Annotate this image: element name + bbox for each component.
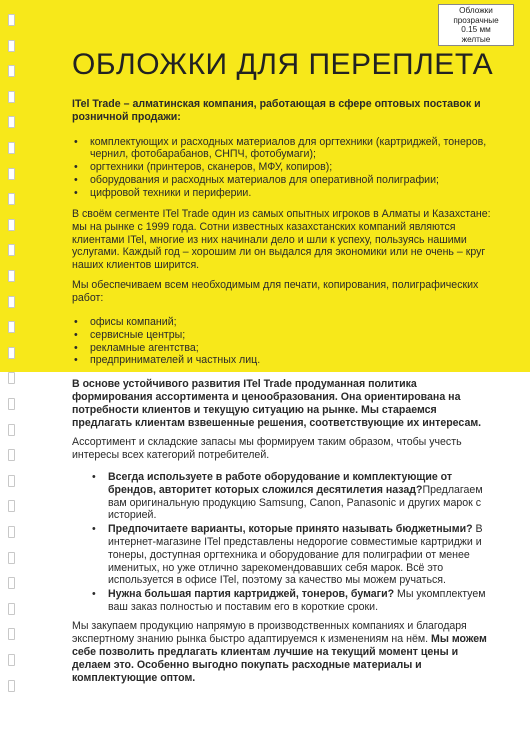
- segment-paragraph: В своём сегменте ITel Trade один из самых опытных игроков в Алматы и Казахстане: мы на рынке с 1999 года. Сотни известных казахстанских компаний являются клиентами ITel, многие из них начинали дело и шли к успеху, пользуясь нашими услугами. Каждый год – хорошим ли он выдался для экономики или не очень – круг наших клиентов ширится.: [72, 208, 491, 272]
- list-item: • цифровой техники и периферии.: [72, 187, 492, 200]
- binding-hole: [8, 270, 15, 282]
- feature-question: Предпочитаете варианты, которые принято называть бюджетными?: [108, 523, 473, 536]
- binding-hole: [8, 424, 15, 436]
- closing-text: Мы закупаем продукцию напрямую в производственных компаниях и благодаря экспертному знанию рынка быстро адаптируемся к изменениям на нём.: [72, 620, 467, 645]
- binding-hole: [8, 398, 15, 410]
- binding-hole: [8, 296, 15, 308]
- intro-list: [72, 136, 492, 200]
- binding-hole: [8, 372, 15, 384]
- binding-hole: [8, 168, 15, 180]
- binding-hole: [8, 680, 15, 692]
- binding-hole: [8, 449, 15, 461]
- binding-hole: [8, 526, 15, 538]
- intro-section: [72, 98, 492, 200]
- binding-hole: [8, 40, 15, 52]
- assortment-paragraph: Ассортимент и складские запасы мы формируем таким образом, чтобы учесть интересы всех категорий потребителей.: [72, 436, 462, 461]
- feature-answer: Мы укомплектуем ваш заказ полностью и поставим его в короткие сроки.: [108, 588, 486, 613]
- binding-hole: [8, 603, 15, 615]
- provide-list: [72, 316, 492, 367]
- product-label: [438, 4, 514, 46]
- list-item: [90, 523, 490, 587]
- list-item: • сервисные центры;: [72, 329, 492, 342]
- feature-question: Нужна большая партия картриджей, тонеров, бумаги?: [108, 588, 395, 601]
- page-title: ОБЛОЖКИ ДЛЯ ПЕРЕПЛЕТА: [72, 48, 494, 81]
- binding-hole: [8, 14, 15, 26]
- binding-hole: [8, 347, 15, 359]
- binding-hole: [8, 321, 15, 333]
- list-item: [90, 471, 490, 522]
- list-item: • предпринимателей и частных лиц.: [72, 354, 492, 367]
- binding-hole: [8, 475, 15, 487]
- features-list: [90, 471, 490, 614]
- binding-hole: [8, 65, 15, 77]
- provide-paragraph: Мы обеспечиваем всем необходимым для печати, копирования, полиграфических работ:: [72, 279, 479, 304]
- binding-hole: [8, 654, 15, 666]
- list-item: [90, 588, 490, 614]
- list-item: • комплектующих и расходных материалов для оргтехники (картриджей, тонеров, чернил, фотобарабанов, СНПЧ, фотобумаги);: [72, 136, 492, 162]
- list-item: • оргтехники (принтеров, сканеров, МФУ, копиров);: [72, 161, 492, 174]
- binding-hole: [8, 628, 15, 640]
- product-label-line: желтые: [461, 34, 491, 44]
- binding-hole: [8, 91, 15, 103]
- intro-paragraph: ITel Trade – алматинская компания, работающая в сфере оптовых поставок и розничной продажи:: [72, 98, 481, 123]
- binding-hole: [8, 500, 15, 512]
- binding-hole: [8, 142, 15, 154]
- closing-paragraph: [72, 620, 492, 685]
- binding-hole: [8, 219, 15, 231]
- binding-hole: [8, 552, 15, 564]
- product-label-line: 0.15 мм: [461, 25, 491, 35]
- feature-answer: В интернет-магазине ITel представлены недорогие совместимые картриджи и тонеры, доступная оргтехника и оборудование для полиграфии от менее именитых, но уже отлично зарекомендовавших себя марок. Всё это используется в офисе ITel, поэтому за качество мы можем ручаться.: [108, 523, 483, 587]
- feature-question: Всегда используете в работе оборудование и комплектующие от брендов, авторитет которых сложился десятилетия назад?: [108, 471, 453, 496]
- binding-hole: [8, 577, 15, 589]
- feature-answer: Предлагаем вам оригинальную продукцию Samsung, Canon, Panasonic и других марок с историей.: [108, 483, 483, 522]
- binding-hole: [8, 193, 15, 205]
- binding-holes: [8, 14, 16, 714]
- binding-hole: [8, 244, 15, 256]
- list-item: • офисы компаний;: [72, 316, 492, 329]
- policy-paragraph: В основе устойчивого развития ITel Trade продуманная политика формирования ассортимента и ценообразования. Она ориентирована на потребности клиентов и текущую ситуацию на рынке. Мы стараемся предлагать клиентам взвешенные решения, соответствующие их интересам.: [72, 378, 482, 429]
- binding-hole: [8, 116, 15, 128]
- closing-bold-text: Мы можем себе позволить предлагать клиентам лучшие на текущий момент цены и делаем это. Особенно выгодно покупать расходные материалы и комплектующие оптом.: [72, 633, 487, 684]
- product-label-line: прозрачные: [453, 15, 499, 25]
- product-label-line: Обложки: [459, 6, 493, 15]
- list-item: • рекламные агентства;: [72, 342, 492, 355]
- list-item: • оборудования и расходных материалов для оперативной полиграфии;: [72, 174, 492, 187]
